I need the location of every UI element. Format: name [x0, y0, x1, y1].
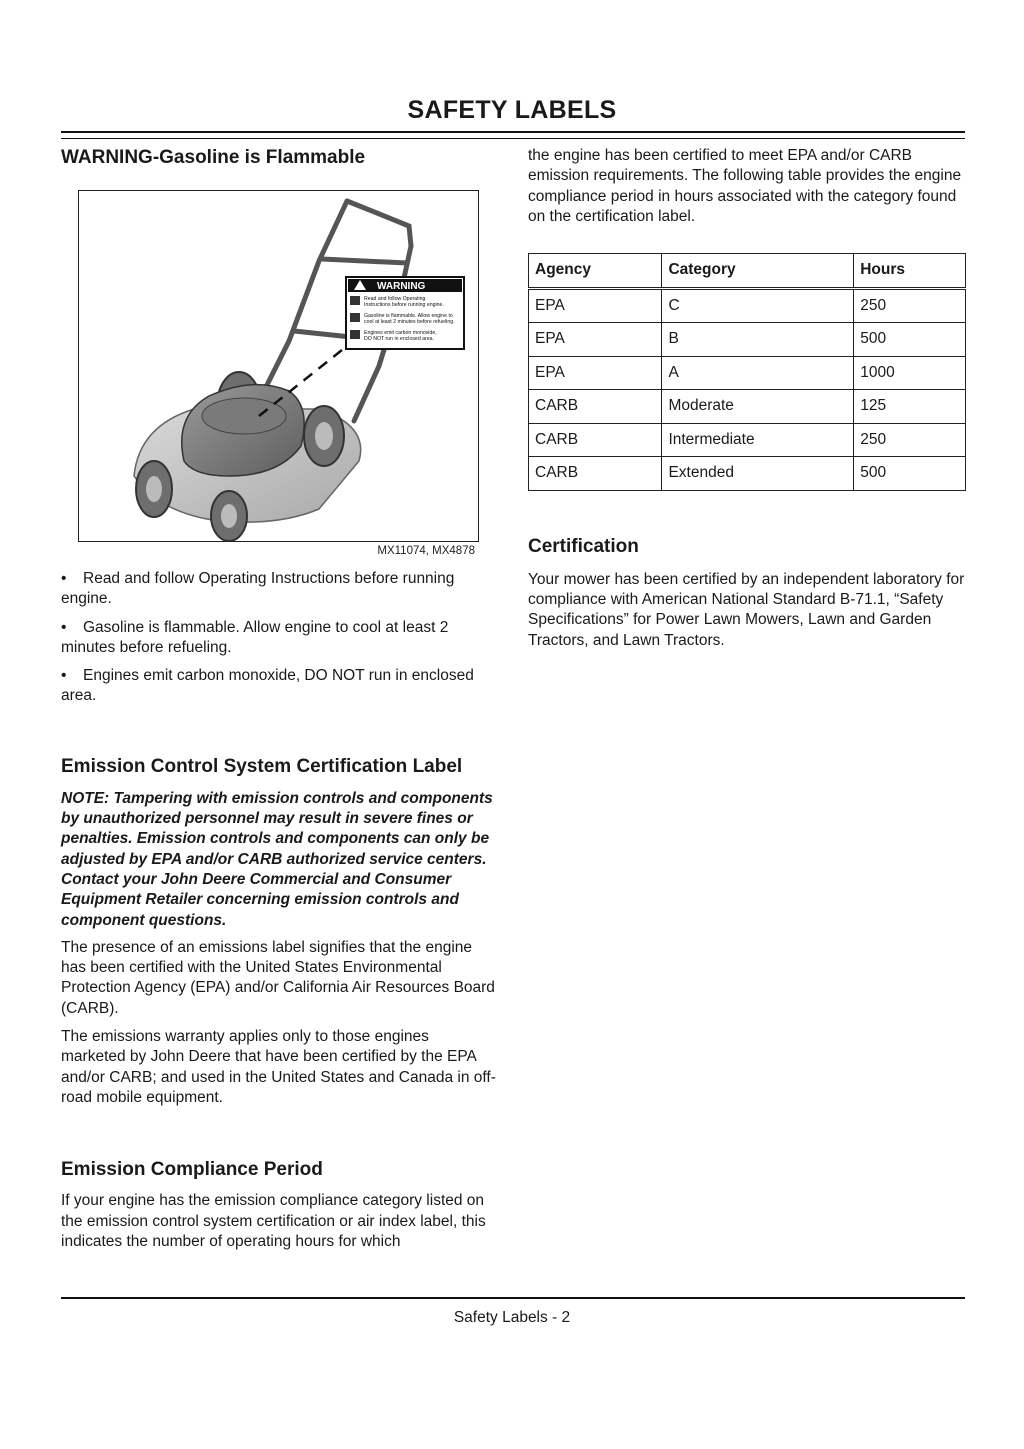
certification-heading: Certification: [528, 535, 639, 557]
warning-heading: WARNING-Gasoline is Flammable: [61, 147, 366, 168]
table-row: [529, 390, 966, 424]
bullet-text: Read and follow Operating Instructions before running engine.: [61, 570, 455, 608]
title-rule: [61, 131, 965, 139]
table-header-row: [529, 254, 966, 289]
table-cell: 500: [854, 323, 966, 357]
decal-line: cool at least 2 minutes before refueling.: [364, 319, 455, 325]
table-cell: Intermediate: [662, 423, 854, 457]
table-cell: CARB: [529, 423, 662, 457]
emission-para-2: The emissions warranty applies only to those engines marketed by John Deere that have been certified by the EPA and/or CARB; and used in the United States and Canada in off-road mobile equipment.: [61, 1028, 496, 1106]
left-column: [61, 146, 497, 1252]
table-row: [529, 323, 966, 357]
table-cell: C: [662, 288, 854, 323]
page-footer: Safety Labels - 2: [453, 1309, 571, 1326]
table-cell: 250: [854, 423, 966, 457]
table-row: [529, 288, 966, 323]
decal-line: Gasoline is flammable. Allow engine to: [364, 313, 453, 319]
decal-line: DO NOT run in enclosed area.: [364, 336, 434, 342]
bullet-text: Engines emit carbon monoxide, DO NOT run in enclosed area.: [61, 667, 474, 705]
table-cell: B: [662, 323, 854, 357]
table-cell: A: [662, 356, 854, 390]
list-item: [61, 666, 497, 707]
decal-line: Engines emit carbon monoxide,: [364, 330, 437, 336]
table-header-cell: Category: [662, 254, 854, 289]
right-column: [528, 146, 965, 651]
table-row: [529, 423, 966, 457]
table-cell: 1000: [854, 356, 966, 390]
table-row: [529, 457, 966, 491]
bullet-text: Gasoline is flammable. Allow engine to cool at least 2 minutes before refueling.: [61, 618, 449, 656]
compliance-table: [528, 253, 966, 491]
footer-rule: [61, 1297, 965, 1299]
table-cell: Moderate: [662, 390, 854, 424]
table-header-cell: Agency: [529, 254, 662, 289]
certification-para: Your mower has been certified by an independent laboratory for compliance with American National Standard B-71.1, “Safety Specifications” for Power Lawn Mowers, Lawn and Garden Tractors, and Lawn Tractors.: [528, 570, 965, 649]
decal-title: WARNING: [377, 281, 426, 292]
compliance-para-right: the engine has been certified to meet EPA and/or CARB emission requirements. The following table provides the engine compliance period in hours associated with the category found on the certification label.: [528, 147, 962, 225]
table-cell: 250: [854, 288, 966, 323]
decal-line: Read and follow Operating: [364, 296, 426, 302]
table-cell: EPA: [529, 323, 662, 357]
warning-decal: [346, 277, 464, 349]
mower-illustration: [79, 191, 478, 541]
warning-bullets: [61, 569, 497, 707]
table-cell: CARB: [529, 457, 662, 491]
compliance-heading: Emission Compliance Period: [61, 1159, 323, 1181]
list-item: [61, 618, 497, 659]
table-cell: 125: [854, 390, 966, 424]
table-cell: EPA: [529, 356, 662, 390]
bullet-icon: •: [61, 667, 67, 685]
decal-line: Instructions before running engine.: [364, 302, 444, 308]
tampering-note: NOTE: Tampering with emission controls and components by unauthorized personnel may result in severe fines or penalties. Emission controls and components can only be adjusted by EPA and/or CARB authorized service centers. Contact your John Deere Commercial and Consumer Equipment Retailer concerning emission controls and component questions.: [61, 789, 493, 929]
compliance-para-left: If your engine has the emission compliance category listed on the emission control system certification or air index label, this indicates the number of operating hours for which: [61, 1192, 486, 1250]
emission-label-heading: Emission Control System Certification Label: [61, 755, 463, 777]
page-title: SAFETY LABELS: [407, 96, 617, 124]
table-cell: EPA: [529, 288, 662, 323]
list-item: [61, 569, 497, 610]
table-cell: 500: [854, 457, 966, 491]
figure-caption: MX11074, MX4878: [377, 545, 475, 557]
table-row: [529, 356, 966, 390]
table-header-cell: Hours: [854, 254, 966, 289]
emission-para-1: The presence of an emissions label signifies that the engine has been certified with the United States Environmental Protection Agency (EPA) and/or California Air Resources Board (CARB).: [61, 938, 495, 1017]
bullet-icon: •: [61, 618, 67, 636]
table-cell: Extended: [662, 457, 854, 491]
table-cell: CARB: [529, 390, 662, 424]
bullet-icon: •: [61, 570, 67, 587]
mower-figure: [78, 190, 479, 542]
